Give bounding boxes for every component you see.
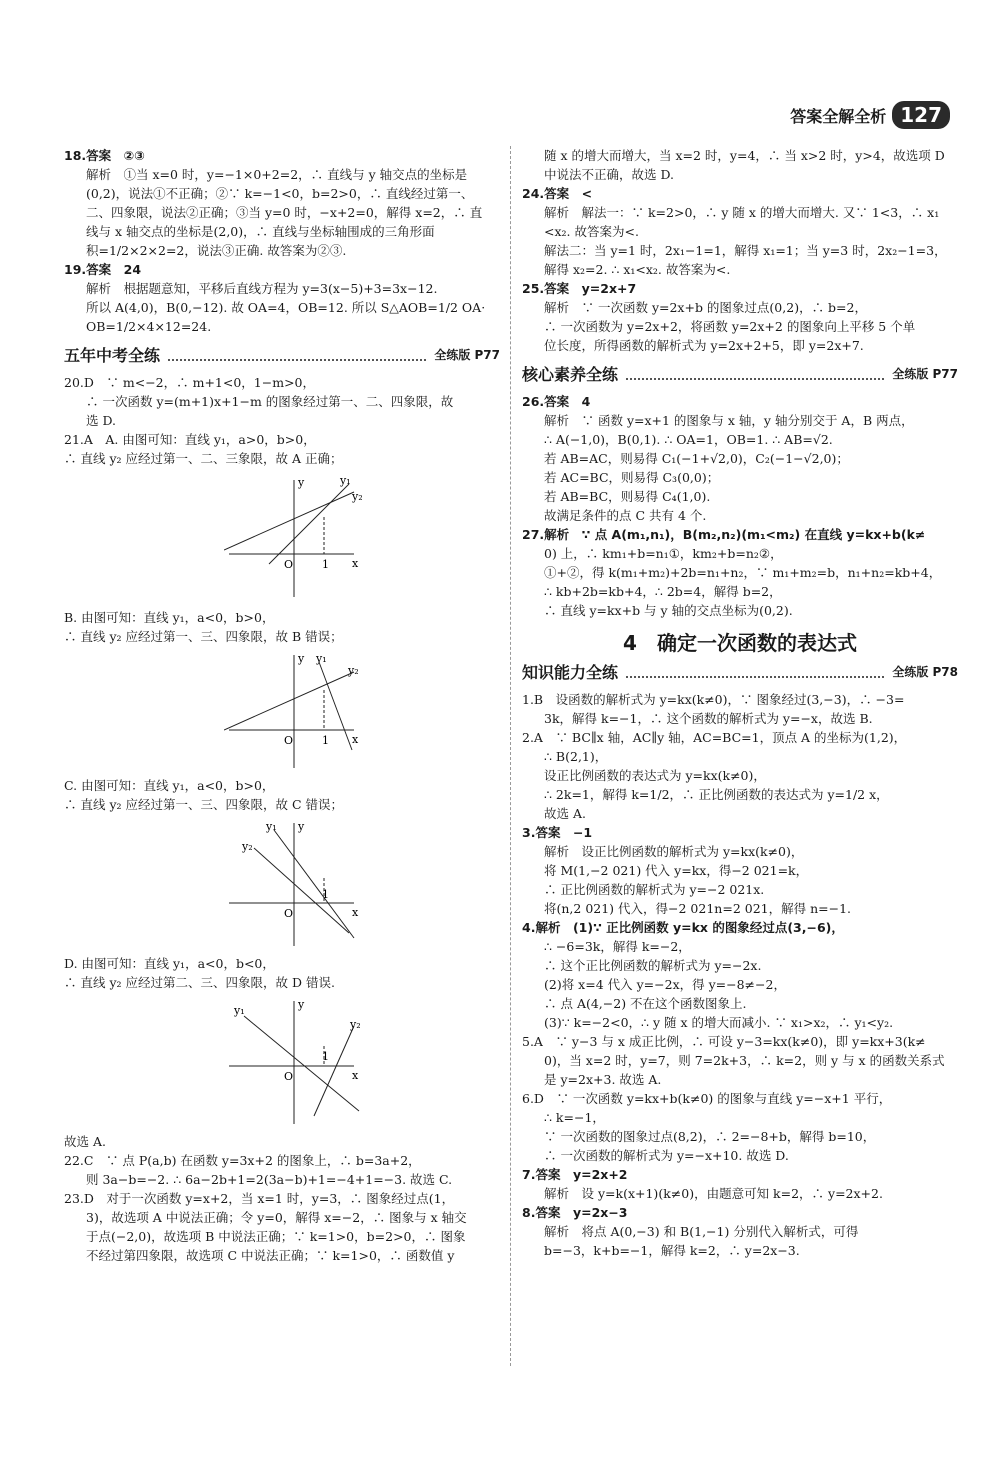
- text-line: ∴ 直线 y₂ 应经过第一、三、四象限，故 C 错误；: [64, 797, 344, 812]
- text-line: D. 由图可知：直线 y₁，a<0，b<0，: [64, 956, 275, 971]
- text-line: 线与 x 轴交点的坐标是(2,0)，∴ 直线与坐标轴围成的三角形面: [86, 224, 435, 239]
- text-line: ∴ 这个正比例函数的解析式为 y=−2x.: [544, 958, 762, 973]
- page-header: [790, 100, 950, 130]
- text-line: 23.D 对于一次函数 y=x+2，当 x=1 时，y=3，∴ 图象经过点(1，: [64, 1191, 455, 1206]
- line-y2-label: y₂: [352, 490, 363, 503]
- text-line: ∴ 直线 y₂ 应经过第一、三、四象限，故 B 错误；: [64, 629, 343, 644]
- dotted-rule: [168, 351, 426, 361]
- text-line: ∴ 一次函数 y=(m+1)x+1−m 的图象经过第一、二、四象限，故: [86, 394, 454, 409]
- y-axis-label: y: [298, 476, 305, 489]
- origin-label: O: [284, 907, 294, 920]
- text-line: 故选 A.: [64, 1134, 106, 1149]
- text-line: 不经过第四象限，故选项 C 中说法正确；∵ k=1>0，∴ 函数值 y: [86, 1248, 455, 1263]
- text-line: ∴ B(2,1)，: [544, 749, 608, 764]
- text-line: 随 x 的增大而增大，当 x=2 时，y=4，∴ 当 x>2 时，y>4，故选项 D: [544, 148, 945, 163]
- text-line: 解得 x₂=2. ∴ x₁<x₂. 故答案为<.: [544, 262, 731, 277]
- line-y1-label: y₁: [234, 1004, 245, 1017]
- answers-18-19: [64, 146, 500, 336]
- y-axis-label: y: [298, 820, 305, 833]
- text-line: 于点(−2,0)，故选项 B 中说法正确；∵ k=1>0，b=2>0，∴ 图象: [86, 1229, 466, 1244]
- text-line: 解析 根据题意知，平移后直线方程为 y=3(x−5)+3=3x−12.: [86, 281, 438, 296]
- text-line: 将 M(1,−2 021) 代入 y=kx，得−2 021=k，: [544, 863, 809, 878]
- text-line: 3)，故选项 A 中说法正确；令 y=0，解得 x=−2，∴ 图象与 x 轴交: [86, 1210, 467, 1225]
- text-line: ∴ 一次函数为 y=2x+2，将函数 y=2x+2 的图象向上平移 5 个单: [544, 319, 916, 334]
- option-c-text: [64, 776, 500, 814]
- section-title: 知识能力全练: [522, 663, 619, 682]
- text-line: ∴ k=−1，: [544, 1110, 605, 1125]
- text-line: ∴ 2k=1，解得 k=1/2，∴ 正比例函数的表达式为 y=1/2 x，: [544, 787, 889, 802]
- right-column: [522, 146, 958, 1260]
- answers-23-25: [522, 146, 958, 355]
- text-line: 将(n,2 021) 代入，得−2 021n=2 021，解得 n=−1.: [544, 901, 852, 916]
- text-line: ①+②，得 k(m₁+m₂)+2b=n₁+n₂，∵ m₁+m₂=b，n₁+n₂=kb+4，: [544, 565, 942, 580]
- text-line: 18.答案 ②③: [64, 148, 145, 163]
- text-line: 6.D ∵ 一次函数 y=kx+b(k≠0) 的图象与直线 y=−x+1 平行，: [522, 1091, 892, 1106]
- section-wunian-header: [64, 346, 500, 365]
- text-line: OB=1/2×4×12=24.: [86, 319, 212, 334]
- text-line: 2.A ∵ BC∥x 轴，AC∥y 轴，AC=BC=1，顶点 A 的坐标为(1,2)，: [522, 730, 907, 745]
- text-line: ∴ 点 A(4,−2) 不在这个函数图象上.: [544, 996, 747, 1011]
- text-line: 解析 设正比例函数的解析式为 y=kx(k≠0)，: [544, 844, 804, 859]
- answers-1-8: [522, 690, 958, 1260]
- text-line: 位长度，所得函数的解析式为 y=2x+2+5，即 y=2x+7.: [544, 338, 864, 353]
- text-line: ∴ −6=3k，解得 k=−2，: [544, 939, 691, 954]
- text-line: 3k，解得 k=−1，∴ 这个函数的解析式为 y=−x，故选 B.: [544, 711, 873, 726]
- text-line: <x₂. 故答案为<.: [544, 224, 639, 239]
- origin-label: O: [284, 1070, 294, 1083]
- line-y1-label: y₁: [316, 652, 327, 665]
- origin-label: O: [284, 734, 294, 747]
- text-line: 所以 A(4,0)，B(0,−12). 故 OA=4，OB=12. 所以 S△AOB=1/2 OA·: [86, 300, 486, 315]
- text-line: 是 y=2x+3. 故选 A.: [544, 1072, 662, 1087]
- left-column: [64, 146, 500, 1265]
- text-line: ∴ 直线 y=kx+b 与 y 轴的交点坐标为(0,2).: [544, 603, 793, 618]
- graph-option-b: [224, 650, 364, 770]
- answers-26-27: [522, 392, 958, 620]
- text-line: 解析 ∵ 一次函数 y=2x+b 的图象过点(0,2)，∴ b=2，: [544, 300, 867, 315]
- text-line: (2)将 x=4 代入 y=−2x，得 y=−8≠−2，: [544, 977, 786, 992]
- text-line: 0)，当 x=2 时，y=7，则 7=2k+3，∴ k=2，则 y 与 x 的函数关系式: [544, 1053, 945, 1068]
- text-line: ∴ 直线 y₂ 应经过第二、三、四象限，故 D 错误.: [64, 975, 335, 990]
- answers-22-23: [64, 1132, 500, 1265]
- text-line: 22.C ∵ 点 P(a,b) 在函数 y=3x+2 的图象上，∴ b=3a+2，: [64, 1153, 421, 1168]
- text-line: (3)∵ k=−2<0，∴ y 随 x 的增大而减小. ∵ x₁>x₂，∴ y₁<y₂.: [544, 1015, 894, 1030]
- text-line: 若 AB=BC，则易得 C₄(1,0).: [544, 489, 711, 504]
- line-y1-label: y₁: [266, 820, 277, 833]
- text-line: 中说法不正确，故选 D.: [544, 167, 675, 182]
- line-y1-label: y₁: [340, 474, 351, 487]
- x-axis-label: x: [352, 906, 359, 919]
- section-ref: 全练版 P78: [892, 665, 958, 679]
- column-divider: [510, 146, 511, 1366]
- text-line: 7.答案 y=2x+2: [522, 1167, 628, 1182]
- graph-option-a: [224, 472, 364, 602]
- text-line: 则 3a−b=−2. ∴ 6a−2b+1=2(3a−b)+1=−4+1=−3. 故选 C.: [86, 1172, 453, 1187]
- text-line: 解析 ∵ 函数 y=x+1 的图象与 x 轴，y 轴分别交于 A，B 两点，: [544, 413, 914, 428]
- x-axis-label: x: [352, 1069, 359, 1082]
- dotted-rule: [626, 668, 884, 678]
- option-b-text: [64, 608, 500, 646]
- text-line: 27.解析 ∵ 点 A(m₁,n₁)，B(m₂,n₂)(m₁<m₂) 在直线 y=kx+b(k≠: [522, 527, 926, 542]
- text-line: 21.A A. 由图可知：直线 y₁，a>0，b>0，: [64, 432, 316, 447]
- answers-20-21a: [64, 373, 500, 468]
- text-line: 选 D.: [86, 413, 117, 428]
- text-line: 19.答案 24: [64, 262, 142, 277]
- text-line: ∴ 一次函数的解析式为 y=−x+10. 故选 D.: [544, 1148, 789, 1163]
- section-title: 五年中考全练: [64, 346, 161, 365]
- line-y2-label: y₂: [350, 1018, 361, 1031]
- text-line: 24.答案 <: [522, 186, 593, 201]
- text-line: 若 AC=BC，则易得 C₃(0,0)；: [544, 470, 720, 485]
- text-line: 0) 上，∴ km₁+b=n₁①，km₂+b=n₂②，: [544, 546, 783, 561]
- text-line: 8.答案 y=2x−3: [522, 1205, 628, 1220]
- text-line: 若 AB=AC，则易得 C₁(−1+√2,0)，C₂(−1−√2,0)；: [544, 451, 849, 466]
- text-line: ∴ 直线 y₂ 应经过第一、二、三象限，故 A 正确；: [64, 451, 343, 466]
- header-label: 答案全解全析: [790, 106, 887, 126]
- x-axis-label: x: [352, 733, 359, 746]
- text-line: 故满足条件的点 C 共有 4 个.: [544, 508, 707, 523]
- text-line: 解析 设 y=k(x+1)(k≠0)，由题意可知 k=2，∴ y=2x+2.: [544, 1186, 883, 1201]
- text-line: 设正比例函数的表达式为 y=kx(k≠0)，: [544, 768, 766, 783]
- y-axis-label: y: [298, 998, 305, 1011]
- option-d-text: [64, 954, 500, 992]
- text-line: ∴ A(−1,0)，B(0,1). ∴ OA=1，OB=1. ∴ AB=√2.: [544, 432, 833, 447]
- text-line: C. 由图可知：直线 y₁，a<0，b>0，: [64, 778, 275, 793]
- text-line: 26.答案 4: [522, 394, 591, 409]
- text-line: 解法二：当 y=1 时，2x₁−1=1，解得 x₁=1；当 y=3 时，2x₂−1=3，: [544, 243, 947, 258]
- x-axis-label: x: [352, 557, 359, 570]
- section-zhishi-header: [522, 663, 958, 682]
- text-line: 5.A ∵ y−3 与 x 成正比例，∴ 可设 y−3=kx(k≠0)，即 y=kx+3(k≠: [522, 1034, 926, 1049]
- section-ref: 全练版 P77: [434, 348, 500, 362]
- y-axis-label: y: [298, 652, 305, 665]
- tick-label: 1: [322, 558, 329, 571]
- origin-label: O: [284, 558, 294, 571]
- text-line: 3.答案 −1: [522, 825, 593, 840]
- text-line: b=−3，k+b=−1，解得 k=2，∴ y=2x−3.: [544, 1243, 800, 1258]
- text-line: 1.B 设函数的解析式为 y=kx(k≠0)，∵ 图象经过(3,−3)，∴ −3=: [522, 692, 905, 707]
- chapter-title: 4 确定一次函数的表达式: [623, 631, 857, 655]
- tick-label: 1: [322, 1050, 329, 1063]
- text-line: 积=1/2×2×2=2，说法③正确. 故答案为②③.: [86, 243, 347, 258]
- text-line: ∴ kb+2b=kb+4，∴ 2b=4，解得 b=2，: [544, 584, 782, 599]
- tick-label: 1: [322, 734, 329, 747]
- graph-option-d: [224, 996, 364, 1126]
- text-line: (0,2)，说法①不正确；②∵ k=−1<0，b=2>0，∴ 直线经过第一、: [86, 186, 474, 201]
- text-line: ∵ 一次函数的图象过点(8,2)，∴ 2=−8+b，解得 b=10，: [544, 1129, 876, 1144]
- text-line: 故选 A.: [544, 806, 586, 821]
- text-line: 解析 ①当 x=0 时，y=−1×0+2=2，∴ 直线与 y 轴交点的坐标是: [86, 167, 468, 182]
- text-line: ∴ 正比例函数的解析式为 y=−2 021x.: [544, 882, 765, 897]
- section-title: 核心素养全练: [522, 365, 619, 384]
- line-y2-label: y₂: [242, 840, 253, 853]
- text-line: 20.D ∵ m<−2，∴ m+1<0，1−m>0，: [64, 375, 316, 390]
- section-hexin-header: [522, 365, 958, 384]
- text-line: 25.答案 y=2x+7: [522, 281, 637, 296]
- graph-option-c: [224, 818, 364, 948]
- dotted-rule: [626, 370, 884, 380]
- text-line: 4.解析 (1)∵ 正比例函数 y=kx 的图象经过点(3,−6)，: [522, 920, 844, 935]
- line-y2-label: y₂: [348, 664, 359, 677]
- text-line: 解析 将点 A(0,−3) 和 B(1,−1) 分别代入解析式，可得: [544, 1224, 859, 1239]
- tick-label: 1: [322, 888, 329, 901]
- page-number: 127: [892, 101, 950, 129]
- text-line: 解析 解法一：∵ k=2>0，∴ y 随 x 的增大而增大. 又∵ 1<3，∴ x₁: [544, 205, 940, 220]
- section-ref: 全练版 P77: [892, 367, 958, 381]
- text-line: 二、四象限，说法②正确；③当 y=0 时，−x+2=0，解得 x=2，∴ 直: [86, 205, 483, 220]
- text-line: B. 由图可知：直线 y₁，a<0，b>0，: [64, 610, 275, 625]
